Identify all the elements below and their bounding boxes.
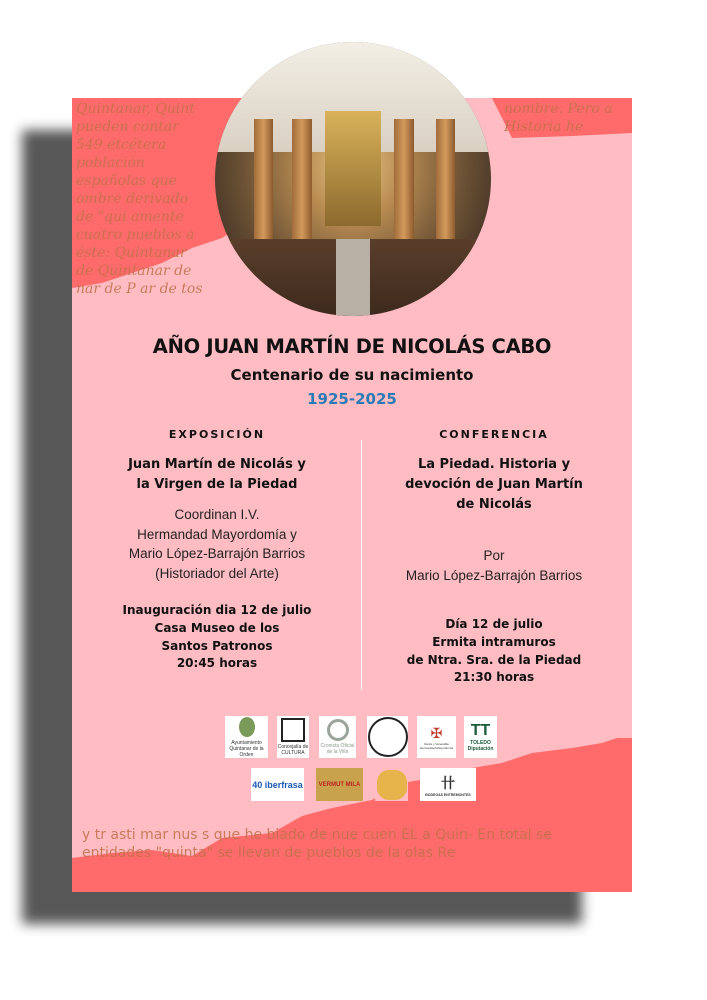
- event-details: [82, 602, 352, 673]
- exposicion-column: [82, 428, 352, 673]
- years: 1925-2025: [307, 390, 397, 408]
- heading-line: Juan Martín de Nicolás y: [128, 457, 306, 472]
- logo-iberfrasa: [251, 768, 304, 801]
- logo-concejalia-cultura: [277, 716, 309, 758]
- detail-line: Inauguración dia 12 de julio: [122, 603, 312, 617]
- body-line: Coordinan I.V.: [174, 507, 260, 522]
- logo-cronista: [319, 716, 356, 758]
- logo-bodegas-entremontes: 卄 BODEGAS ENTREMONTES: [420, 768, 476, 801]
- logo-text: Cronista Oficial de la Villa: [320, 743, 355, 755]
- heading-line: la Virgen de la Piedad: [136, 477, 298, 492]
- logo-text: BODEGAS ENTREMONTES: [425, 792, 471, 797]
- conference-title: [359, 455, 629, 515]
- logo-bodega: [375, 768, 408, 801]
- exhibition-title: [82, 455, 352, 495]
- heading-line: de Nicolás: [456, 497, 532, 512]
- torn-paper-bottom: [72, 738, 632, 892]
- church-interior-photo: [215, 42, 491, 316]
- page-title: AÑO JUAN MARTÍN DE NICOLÁS CABO: [152, 335, 552, 358]
- body-line: (Historiador del Arte): [155, 565, 279, 581]
- event-details: [359, 616, 629, 687]
- detail-line: Ermita intramuros: [432, 634, 556, 649]
- body-line: Hermandad Mayordomía y: [137, 526, 297, 542]
- texture-text-top-right: nombre. Pero a Historia he: [504, 101, 613, 135]
- conferencia-column: [359, 428, 629, 687]
- detail-line: Día 12 de julio: [445, 617, 543, 631]
- coordinators: [82, 505, 352, 583]
- speaker: [359, 546, 629, 585]
- logo-toledo: TT TOLEDO Diputación: [464, 716, 497, 758]
- subtitle: Centenario de su nacimiento: [230, 366, 474, 384]
- logo-vermut-mila: [316, 768, 363, 801]
- logo-text: TOLEDO Diputación: [467, 740, 494, 752]
- detail-line: Casa Museo de los: [154, 620, 280, 635]
- heading-line: devoción de Juan Martín: [405, 477, 583, 492]
- texture-text-bottom: y tr asti mar nus s que he biado de nue cuen EL a Quin- En total se entidades "quinta" se llevan de pueblos de la olas Re: [82, 827, 552, 861]
- detail-line: Santos Patronos: [161, 638, 273, 653]
- texture-text-top-left: Quintanar, Quint pueden contar 549 etcétera población españolas que ombre derivado de "qui amente cuatro pueblos a éste: Quintanar de Quintanar de nar de P ar de tos: [76, 101, 203, 297]
- detail-line: 21:30 horas: [453, 670, 535, 685]
- body-line: Mario López-Barrajón Barrios: [128, 546, 306, 561]
- logo-asociacion: [367, 716, 408, 758]
- logo-ayuntamiento: [225, 716, 268, 758]
- logo-text: 40 iberfrasa: [252, 779, 303, 790]
- detail-line: de Ntra. Sra. de la Piedad: [406, 652, 582, 667]
- heading-line: La Piedad. Historia y: [417, 457, 571, 472]
- logo-text: Ayuntamiento Quintanar de la Orden: [229, 739, 264, 758]
- body-line: Por: [483, 548, 505, 563]
- section-title: CONFERENCIA: [439, 428, 549, 441]
- logo-text: Ilustre y Venerable Hermandad Mayordomía: [419, 741, 454, 750]
- logo-text: Concejalía de CULTURA: [277, 744, 309, 756]
- logo-hermandad: ✠ Ilustre y Venerable Hermandad Mayordomía: [417, 716, 456, 758]
- detail-line: 20:45 horas: [176, 656, 258, 671]
- section-title: EXPOSICIÓN: [168, 428, 266, 441]
- body-line: Mario López-Barrajón Barrios: [405, 567, 583, 583]
- logo-text: VERMUT MILA: [318, 781, 361, 788]
